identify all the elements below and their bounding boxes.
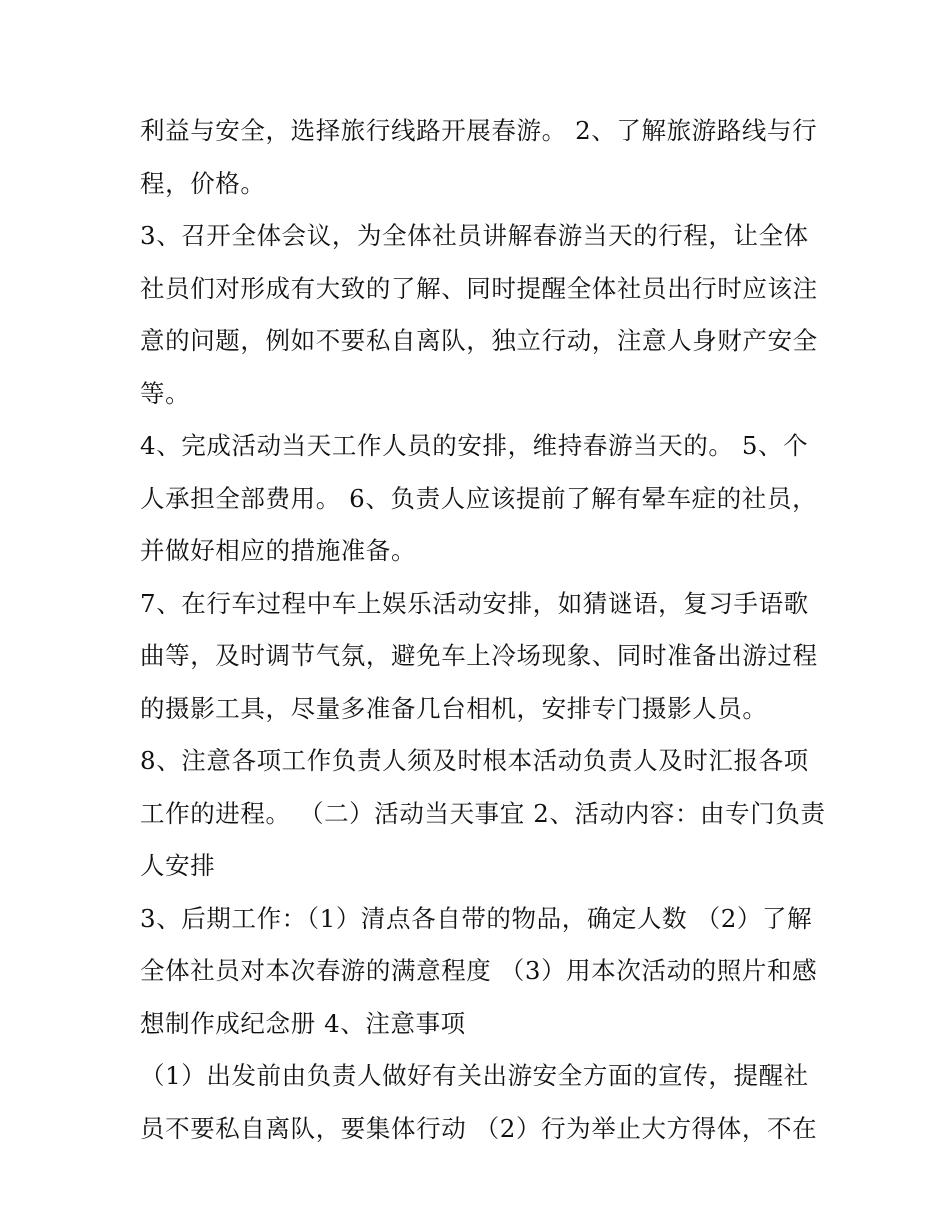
text-line: 工作的进程。 （二）活动当天事宜 2、活动内容：由专门负责 (140, 798, 826, 828)
text-line: 全体社员对本次春游的满意程度 （3）用本次活动的照片和感 (140, 956, 818, 985)
text-line: 利益与安全，选择旅行线路开展春游。 2、了解旅游路线与行 (140, 116, 818, 145)
text-line: 3、后期工作：（1）清点各自带的物品，确定人数 （2）了解 (140, 903, 813, 933)
text-line: 等。 (140, 378, 191, 408)
text-line: 8、注意各项工作负责人须及时根本活动负责人及时汇报各项 (140, 746, 809, 775)
text-line: （1）出发前由负责人做好有关出游安全方面的宣传，提醒社 (140, 1061, 809, 1090)
text-line: 7、在行车过程中车上娱乐活动安排，如猜谜语，复习手语歌 (140, 588, 809, 618)
text-line: 的摄影工具，尽量多准备几台相机，安排专门摄影人员。 (140, 693, 768, 723)
text-line: 意的问题，例如不要私自离队，独立行动，注意人身财产安全 (140, 326, 818, 355)
text-line: 并做好相应的措施准备。 (140, 536, 417, 565)
text-line: 员不要私自离队，要集体行动 （2）行为举止大方得体，不在 (140, 1113, 818, 1143)
document-body (140, 105, 830, 1155)
text-line: 程，价格。 (140, 168, 266, 198)
text-line: 曲等，及时调节气氛，避免车上冷场现象、同时准备出游过程 (140, 641, 818, 670)
text-line: 人安排 (140, 851, 216, 880)
text-line: 想制作成纪念册 4、注意事项 (140, 1008, 466, 1038)
text-line: 3、召开全体会议，为全体社员讲解春游当天的行程，让全体 (140, 221, 809, 250)
text-line: 人承担全部费用。 6、负责人应该提前了解有晕车症的社员， (140, 483, 818, 513)
text-line: 4、完成活动当天工作人员的安排，维持春游当天的。 5、个 (140, 431, 809, 460)
text-line: 社员们对形成有大致的了解、同时提醒全体社员出行时应该注 (140, 273, 818, 303)
